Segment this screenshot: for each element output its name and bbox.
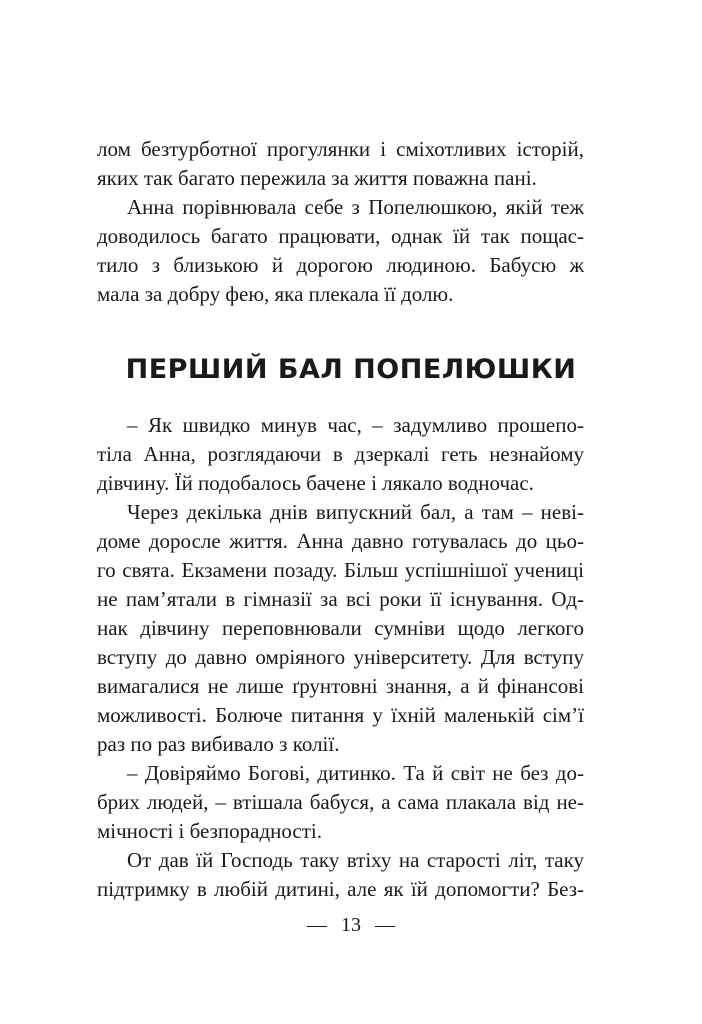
main-text-block [97, 411, 584, 904]
text-line: брих людей, – втішала бабуся, а сама плакала від не- [97, 790, 584, 814]
text-line: раз по раз вибивало з колії. [97, 732, 340, 756]
text-line: дівчину. Їй подобалось бачене і лякало водночас. [97, 471, 534, 495]
text-line: тіла Анна, розглядаючи в дзеркалі геть незнайому [97, 442, 584, 466]
folio-dash-left: — [307, 914, 327, 936]
text-line: лом безтурботної прогулянки і сміхотливих історій, [97, 137, 584, 161]
text-line: можливості. Болюче питання у їхній маленькій сім’ї [97, 703, 584, 727]
text-line: го свята. Екзамени позаду. Більш успішнішої учениці [97, 558, 584, 582]
text-line: доводилось багато працювати, однак їй так пощас- [97, 224, 584, 248]
folio-dash-right: — [375, 914, 395, 936]
text-line: – Довіряймо Богові, дитинко. Та й світ не без до- [127, 761, 584, 785]
text-line: тило з близькою й дорогою людиною. Бабусю ж [97, 253, 584, 277]
page-number-footer [0, 912, 702, 938]
chapter-heading: ПЕРШИЙ БАЛ ПОПЕЛЮШКИ [125, 354, 577, 385]
text-line: От дав їй Господь таку втіху на старості літ, таку [127, 848, 584, 872]
top-text-block [97, 135, 584, 309]
text-line: не пам’ятали в гімназії за всі роки її існування. Од- [97, 587, 584, 611]
text-line: вступу до давно омріяного університету. Для вступу [97, 645, 584, 669]
text-line: мічності і безпорадності. [97, 819, 322, 843]
text-line: яких так багато пережила за життя поважна пані. [97, 166, 537, 190]
text-line: підтримку в любій дитині, але як їй допомогти? Без- [97, 877, 584, 901]
text-line: доме доросле життя. Анна давно готувалась до цьо- [97, 529, 584, 553]
text-line: Анна порівнювала себе з Попелюшкою, якій теж [127, 195, 584, 219]
text-line: нак дівчину переповнювали сумніви щодо легкого [97, 616, 584, 640]
text-line: мала за добру фею, яка плекала її долю. [97, 282, 454, 306]
text-line: – Як швидко минув час, – задумливо прошепо- [127, 413, 584, 437]
text-line: вимагалися не лише ґрунтовні знання, а й фінансові [97, 674, 584, 698]
text-line: Через декілька днів випускний бал, а там – неві- [127, 500, 584, 524]
page-number: 13 [341, 914, 361, 936]
